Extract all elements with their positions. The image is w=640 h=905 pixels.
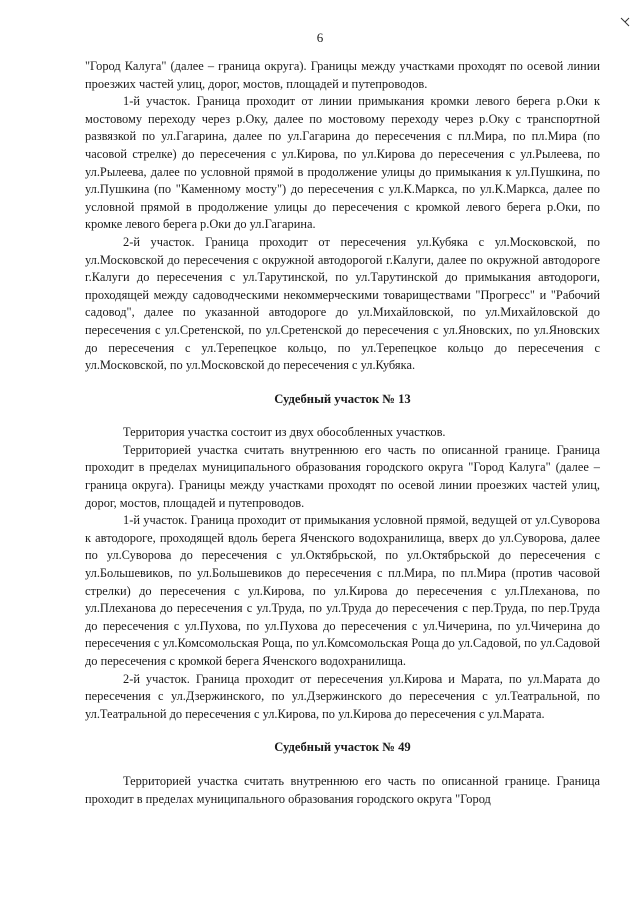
section-13-paragraph: 1-й участок. Граница проходит от примыкания условной прямой, ведущей от ул.Суворова к автодороге, проходящей вдоль берега Яченского водохранилища, вверх до ул.Суворова, далее по ул.Суворова до пересечения с ул.Октябрьской, по ул.Октябрьской до пересечения с ул.Большевиков, по ул.Большевиков до пересечения с пл.Мира, по пл.Мира (против часовой стрелки) до пересечения с ул.Кирова, по ул.Кирова до пересечения с ул.Плеханова, по ул.Плеханова до пересечения с ул.Труда, по ул.Труда до пересечения с пер.Труда, по пер.Труда до пересечения с ул.Пухова, по ул.Пухова до пересечения с ул.Чичерина, по ул.Чичерина до пересечения с ул.Комсомольская Роща, по ул.Комсомольская Роща до ул.Садовой, по ул.Садовой до пересечения с кромкой берега Яченского водохранилища. bbox=[85, 513, 600, 668]
page-number: 6 bbox=[316, 30, 324, 45]
section-13-paragraph: Территорией участка считать внутреннюю его часть по описанной границе. Граница проходит в пределах муниципального образования городского округа "Город Калуга" (далее – граница округа). Границы между участками проходят по осевой линии проезжих частей улиц, дорог, мостов, площадей и путепроводов. bbox=[85, 442, 600, 510]
section-heading-13: Судебный участок № 13 bbox=[274, 391, 411, 406]
paragraph-continuation: "Город Калуга" (далее – граница округа). Границы между участками проходят по осевой линии проезжих частей улиц, дорог, мостов, площадей и путепроводов. bbox=[85, 59, 600, 91]
section-13-paragraph: 2-й участок. Граница проходит от пересечения ул.Кирова и Марата, по ул.Марата до пересечения с ул.Дзержинского, по ул.Дзержинского до пересечения с ул.Театральной, по ул.Театральной до пересечения с ул.Кирова, по ул.Кирова до пересечения с ул.Марата. bbox=[85, 671, 600, 721]
section-13-paragraph: Территория участка состоит из двух обособленных участков. bbox=[123, 425, 446, 440]
section-49-paragraph: Территорией участка считать внутреннюю его часть по описанной границе. Граница проходит в пределах муниципального образования городского округа "Город bbox=[85, 773, 600, 806]
paragraph-district-1: 1-й участок. Граница проходит от линии примыкания кромки левого берега р.Оки к мостовому переходу через р.Оку, далее по мостовому переходу через р.Оку с транспортной развязкой по ул.Гагарина, далее по ул.Гагарина до пересечения с пл.Мира, по пл.Мира (по часовой стрелке) до пересечения с ул.Кирова, по ул.Кирова до пересечения с ул.Рылеева, по ул.Рылеева, далее по условной прямой в продолжение улицы до примыкания к ул.Пушкина, по ул.Пушкина (по "Каменному мосту") до пересечения с ул.К.Маркса, по ул.К.Маркса, далее по условной прямой в продолжение улицы до пересечения с кромкой левого берега р.Оки, по кромке левого берега р.Оки до ул.Гагарина. bbox=[85, 94, 600, 232]
corner-mark-icon bbox=[620, 14, 630, 24]
section-heading-49: Судебный участок № 49 bbox=[274, 740, 411, 755]
document-body bbox=[85, 58, 600, 808]
paragraph-district-2: 2-й участок. Граница проходит от пересечения ул.Кубяка с ул.Московской, по ул.Московской до пересечения с окружной автодорогой г.Калуги, далее по окружной автодороге г.Калуги до пересечения с ул.Тарутинской, по ул.Тарутинской до примыкания автодороги, проходящей между садоводческими некоммерческими товариществами "Прогресс" и "Рабочий садовод", далее по указанной автодороге до ул.Михайловской, по ул.Михайловской до пересечения с ул.Сретенской, по ул.Сретенской до пересечения с ул.Яновских, по ул.Яновских до пересечения с ул.Терепецкое кольцо, по ул.Терепецкое кольцо до пересечения с ул.Московской, по ул.Московской до пересечения с ул.Кубяка. bbox=[85, 234, 600, 373]
